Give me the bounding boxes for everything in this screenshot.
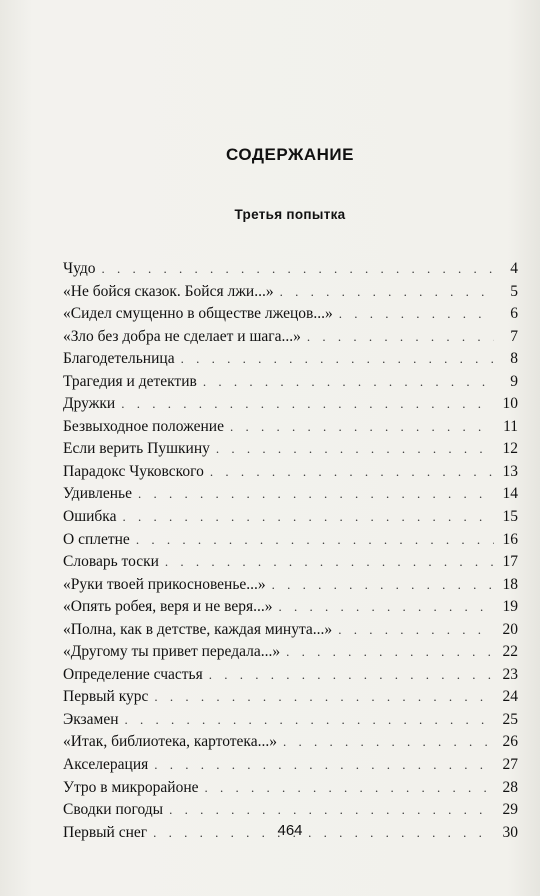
toc-entry-title: Сводки погоды — [63, 801, 164, 819]
toc-entry-page: 10 — [502, 395, 518, 413]
toc-entry-title: Парадокс Чуковского — [63, 462, 204, 480]
toc-entry — [63, 641, 518, 664]
toc-entry-title: Благодетельница — [63, 350, 175, 368]
toc-entry-title: Дружки — [63, 395, 116, 413]
toc-entry-title: «Полна, как в детстве, каждая минута...» — [63, 620, 333, 638]
toc-entry-page: 19 — [502, 598, 518, 616]
toc-entry-page: 13 — [502, 462, 518, 480]
toc-entry-title: Определение счастья — [63, 665, 203, 683]
toc-entry-page: 9 — [510, 372, 518, 390]
dot-leader — [338, 619, 494, 642]
toc-entry — [63, 416, 518, 439]
toc-entry — [63, 596, 518, 619]
dot-leader — [136, 529, 494, 552]
toc-entry — [63, 303, 518, 326]
toc-entry — [63, 777, 518, 800]
dot-leader — [307, 326, 494, 349]
dot-leader — [101, 258, 494, 281]
toc-entry-title: Первый курс — [63, 688, 149, 706]
toc-entry — [63, 348, 518, 371]
dot-leader — [154, 686, 494, 709]
dot-leader — [283, 731, 494, 754]
toc-entry — [63, 574, 518, 597]
toc-entry-page: 26 — [502, 733, 518, 751]
toc-entry-page: 6 — [510, 305, 518, 323]
toc-entry-page: 27 — [502, 756, 518, 774]
toc-entry-title: «Руки твоей прикосновенье...» — [63, 575, 266, 593]
dot-leader — [205, 777, 495, 800]
toc-entry-title: Трагедия и детектив — [63, 372, 197, 390]
toc-entry — [63, 619, 518, 642]
dot-leader — [123, 506, 495, 529]
toc-entry — [63, 754, 518, 777]
toc-entry-page: 25 — [502, 710, 518, 728]
toc-entry — [63, 799, 518, 822]
dot-leader — [278, 596, 494, 619]
toc-entry — [63, 709, 518, 732]
toc-entry — [63, 326, 518, 349]
dot-leader — [121, 393, 494, 416]
dot-leader — [165, 551, 494, 574]
toc-entry-page: 28 — [502, 778, 518, 796]
toc-entry — [63, 529, 518, 552]
dot-leader — [280, 281, 494, 304]
toc-entry-page: 7 — [510, 327, 518, 345]
page-number: 464 — [277, 822, 303, 839]
toc-entry-page: 23 — [502, 665, 518, 683]
toc-entry-page: 29 — [502, 801, 518, 819]
toc-entry-title: Удивленье — [63, 485, 132, 503]
dot-leader — [138, 483, 494, 506]
toc-entry-title: «Опять робея, веря и не веря...» — [63, 598, 273, 616]
toc-entry-page: 18 — [502, 575, 518, 593]
dot-leader — [286, 641, 494, 664]
toc-entry — [63, 506, 518, 529]
toc-entry-page: 5 — [510, 282, 518, 300]
toc-entry-page: 24 — [502, 688, 518, 706]
toc-entry — [63, 731, 518, 754]
toc-entry-title: «Зло без добра не сделает и шага...» — [63, 327, 301, 345]
toc-entry-title: Утро в микрорайоне — [63, 778, 199, 796]
toc-entry-page: 22 — [502, 643, 518, 661]
toc-entry-page: 8 — [510, 350, 518, 368]
dot-leader — [181, 348, 494, 371]
toc-entry-page: 11 — [503, 417, 518, 435]
toc-entry-page: 15 — [502, 508, 518, 526]
toc-entry — [63, 686, 518, 709]
toc-entry-title: «Сидел смущенно в обществе лжецов...» — [63, 305, 333, 323]
toc-entry-page: 30 — [502, 823, 518, 841]
dot-leader — [210, 461, 494, 484]
toc-entry-page: 17 — [502, 553, 518, 571]
dot-leader — [169, 799, 494, 822]
toc-entry-page: 16 — [502, 530, 518, 548]
toc-entry-title: Если верить Пушкину — [63, 440, 210, 458]
toc-entry-title: Безвыходное положение — [63, 417, 224, 435]
toc-entry-page: 20 — [502, 620, 518, 638]
toc-entry — [63, 483, 518, 506]
dot-leader — [154, 754, 494, 777]
dot-leader — [125, 709, 494, 732]
toc-entry — [63, 461, 518, 484]
toc-entry-title: Экзамен — [63, 710, 119, 728]
contents-heading: СОДЕРЖАНИЕ — [226, 145, 354, 164]
dot-leader — [203, 371, 494, 394]
toc-entry-title: «Итак, библиотека, картотека...» — [63, 733, 277, 751]
toc-entry — [63, 258, 518, 281]
toc-entry-title: Чудо — [63, 260, 96, 277]
table-of-contents — [63, 258, 518, 844]
toc-entry — [63, 281, 518, 304]
toc-entry — [63, 438, 518, 461]
toc-entry-title: Словарь тоски — [63, 553, 159, 571]
toc-entry-title: Первый снег — [63, 823, 148, 841]
toc-entry-page: 12 — [502, 440, 518, 458]
dot-leader — [216, 438, 494, 461]
dot-leader — [272, 574, 494, 597]
toc-entry — [63, 371, 518, 394]
toc-entry — [63, 551, 518, 574]
toc-entry-title: О сплетне — [63, 530, 130, 548]
dot-leader — [339, 303, 494, 326]
toc-entry-page: 4 — [510, 260, 518, 277]
toc-entry-title: «Не бойся сказок. Бойся лжи...» — [63, 282, 274, 300]
toc-entry — [63, 393, 518, 416]
toc-entry-title: Акселерация — [63, 756, 149, 774]
toc-entry-title: «Другому ты привет передала...» — [63, 643, 281, 661]
toc-entry-title: Ошибка — [63, 508, 117, 526]
dot-leader — [230, 416, 494, 439]
dot-leader — [209, 664, 494, 687]
toc-entry — [63, 664, 518, 687]
toc-entry-page: 14 — [502, 485, 518, 503]
section-title: Третья попытка — [234, 207, 346, 222]
